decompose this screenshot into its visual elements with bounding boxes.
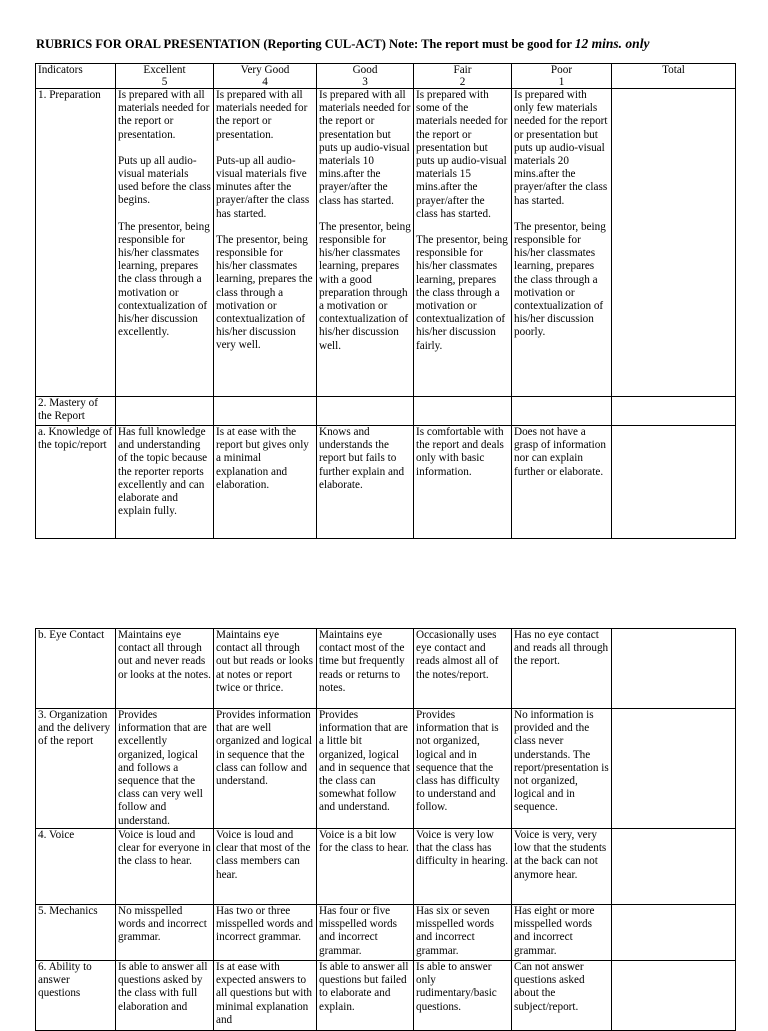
criterion-cell xyxy=(317,905,414,961)
criterion-text: Provides information that is not organized, logical and in sequence that the class has difficulty to understand and follow. xyxy=(416,709,500,814)
total-cell xyxy=(612,629,736,709)
level-label: Good xyxy=(352,64,378,76)
criterion-cell xyxy=(214,89,317,397)
level-label: Very Good xyxy=(240,64,290,76)
criterion-cell xyxy=(512,961,612,1031)
criterion-cell xyxy=(214,397,317,426)
total-header: Total xyxy=(612,64,736,89)
criterion-cell xyxy=(414,829,512,905)
criterion-text: Is able to answer all questions asked by the class with full elaboration and xyxy=(118,961,208,1013)
criterion-text: Is prepared with all materials needed for the report or presentation but puts up audio-visual materials 10 mins.after the prayer/after the class has started. xyxy=(319,89,411,207)
criterion-cell xyxy=(317,829,414,905)
rubric-row xyxy=(36,709,736,829)
criterion-text: Is prepared with only few materials needed for the report or presentation but puts up audio-visual materials 20 mins.after the prayer/after the class has started. xyxy=(514,89,608,207)
criterion-text: Can not answer questions asked about the subject/report. xyxy=(514,961,585,1013)
indicator-cell: 2. Mastery of the Report xyxy=(36,397,116,426)
criterion-text: Has full knowledge and understanding of the topic because the reporter reports excellently and can elaborate and explain fully. xyxy=(118,426,208,518)
criterion-text: Is prepared with some of the materials needed for the report or presentation but puts up audio-visual materials 15 mins.after the prayer/after the class has started. xyxy=(416,89,508,220)
rubric-table-part-1 xyxy=(35,63,736,539)
total-cell xyxy=(612,89,736,397)
criterion-cell xyxy=(317,961,414,1031)
level-score: 3 xyxy=(362,76,368,88)
criterion-cell xyxy=(512,905,612,961)
criterion-text: Puts up all audio-visual materials used before the class begins. xyxy=(118,154,211,207)
criterion-text: Is comfortable with the report and deals only with basic information. xyxy=(416,426,504,478)
criterion-text: Maintains eye contact all through out and never reads or looks at the notes. xyxy=(118,629,211,681)
criterion-cell xyxy=(414,629,512,709)
criterion-cell xyxy=(317,397,414,426)
level-header-good xyxy=(317,64,414,89)
level-label: Poor xyxy=(550,64,573,76)
criterion-text: The presentor, being responsible for his/her classmates learning, prepares with a good preparation through a motivation or contextualization of his/her discussion well. xyxy=(319,220,411,352)
indicator-cell: b. Eye Contact xyxy=(36,629,116,709)
criterion-text: The presentor, being responsible for his/her classmates learning, prepares the class through a motivation or contextualization of his/her discussion fairly. xyxy=(416,234,508,352)
criterion-text: Voice is very, very low that the students at the back can not anymore hear. xyxy=(514,829,607,881)
criterion-text: Voice is very low that the class has difficulty in hearing. xyxy=(416,829,509,868)
criterion-text: Is at ease with the report but gives only a minimal explanation and elaboration. xyxy=(216,426,309,491)
indicator-cell: 1. Preparation xyxy=(36,89,116,397)
criterion-cell xyxy=(512,709,612,829)
total-cell xyxy=(612,829,736,905)
criterion-text: Is prepared with all materials needed for the report or presentation. xyxy=(216,89,308,141)
criterion-text: Provides information that are well organized and logical in sequence that the class can follow and understand. xyxy=(216,709,313,788)
criterion-cell xyxy=(317,629,414,709)
total-cell xyxy=(612,709,736,829)
criterion-text: Voice is loud and clear for everyone in the class to hear. xyxy=(118,829,211,868)
criterion-text: Is able to answer all questions but failed to elaborate and explain. xyxy=(319,961,409,1013)
criterion-cell xyxy=(414,905,512,961)
title-duration: 12 mins. only xyxy=(574,36,650,51)
header-row xyxy=(36,64,736,89)
criterion-cell xyxy=(512,629,612,709)
criterion-text: Provides information that are a little bit organized, logical and in sequence that the class can somewhat follow and understand. xyxy=(319,709,411,814)
rubric-row xyxy=(36,905,736,961)
criterion-text: Knows and understands the report but fails to further explain and elaborate. xyxy=(319,426,405,491)
criterion-cell xyxy=(214,829,317,905)
level-header-poor xyxy=(512,64,612,89)
criterion-text: Has four or five misspelled words and incorrect grammar. xyxy=(319,905,397,957)
criterion-cell xyxy=(512,829,612,905)
criterion-cell xyxy=(512,426,612,539)
level-score: 2 xyxy=(459,76,466,88)
criterion-text: Has eight or more misspelled words and incorrect grammar. xyxy=(514,905,595,957)
document-title xyxy=(36,36,649,52)
criterion-cell xyxy=(116,709,214,829)
criterion-text: Is able to answer only rudimentary/basic questions. xyxy=(416,961,497,1013)
criterion-cell xyxy=(116,829,214,905)
criterion-cell xyxy=(116,961,214,1031)
criterion-text: Voice is loud and clear that most of the class members can hear. xyxy=(216,829,311,881)
level-label: Fair xyxy=(453,64,472,76)
criterion-text: The presentor, being responsible for his/her classmates learning, prepares the class through a motivation or contextualization of his/her discussion very well. xyxy=(216,233,313,352)
rubric-row xyxy=(36,426,736,539)
criterion-cell xyxy=(512,397,612,426)
indicator-cell: 6. Ability to answer questions xyxy=(36,961,116,1031)
level-score: 4 xyxy=(262,76,268,88)
criterion-text: The presentor, being responsible for his/her classmates learning, prepares the class through a motivation or contextualization of his/her discussion poorly. xyxy=(514,220,606,339)
criterion-cell xyxy=(414,397,512,426)
indicator-cell: 5. Mechanics xyxy=(36,905,116,961)
rubric-row xyxy=(36,629,736,709)
criterion-text: Does not have a grasp of information nor can explain further or elaborate. xyxy=(514,426,606,478)
criterion-text: Is prepared with all materials needed for the report or presentation. xyxy=(118,89,210,141)
criterion-cell xyxy=(214,709,317,829)
criterion-text: Occasionally uses eye contact and reads almost all of the notes/report. xyxy=(416,629,499,681)
criterion-text: Is at ease with expected answers to all questions but with minimal explanation and xyxy=(216,961,313,1026)
criterion-cell xyxy=(116,629,214,709)
total-cell xyxy=(612,961,736,1031)
criterion-cell xyxy=(414,709,512,829)
criterion-cell xyxy=(414,961,512,1031)
criterion-text: No misspelled words and incorrect grammar. xyxy=(118,905,207,944)
criterion-cell xyxy=(116,905,214,961)
criterion-cell xyxy=(414,426,512,539)
criterion-cell xyxy=(512,89,612,397)
criterion-cell xyxy=(214,426,317,539)
criterion-text: Maintains eye contact all through out but reads or looks at notes or report twice or thrice. xyxy=(216,629,313,694)
criterion-cell xyxy=(317,426,414,539)
indicators-header: Indicators xyxy=(36,64,116,89)
criterion-cell xyxy=(116,426,214,539)
criterion-text: Maintains eye contact most of the time but frequently reads or returns to notes. xyxy=(319,629,405,694)
level-header-very-good xyxy=(214,64,317,89)
rubric-row xyxy=(36,961,736,1031)
total-cell xyxy=(612,905,736,961)
criterion-cell xyxy=(414,89,512,397)
indicator-cell: 3. Organization and the delivery of the report xyxy=(36,709,116,829)
criterion-cell xyxy=(317,89,414,397)
indicator-cell: a. Knowledge of the topic/report xyxy=(36,426,116,539)
criterion-text: The presentor, being responsible for his/her classmates learning, prepares the class through a motivation or contextualization of his/her discussion excellently. xyxy=(118,220,210,339)
total-cell xyxy=(612,397,736,426)
criterion-cell xyxy=(214,905,317,961)
criterion-text: Has no eye contact and reads all through the report. xyxy=(514,629,609,668)
level-header-fair xyxy=(414,64,512,89)
criterion-text: Puts-up all audio-visual materials five minutes after the prayer/after the class has started. xyxy=(216,154,310,220)
criterion-text: Voice is a bit low for the class to hear. xyxy=(319,829,409,855)
total-cell xyxy=(612,426,736,539)
rubric-row xyxy=(36,829,736,905)
rubric-row xyxy=(36,89,736,397)
criterion-cell xyxy=(214,961,317,1031)
criterion-text: Has two or three misspelled words and incorrect grammar. xyxy=(216,905,313,944)
level-score: 5 xyxy=(161,76,168,88)
level-label: Excellent xyxy=(143,64,186,76)
criterion-text: No information is provided and the class never understands. The report/presentation is not organized, logical and in sequence. xyxy=(514,709,609,814)
criterion-cell xyxy=(116,397,214,426)
title-main: RUBRICS FOR ORAL PRESENTATION (Reporting CUL-ACT) Note: The report must be good for xyxy=(36,37,575,51)
rubric-row xyxy=(36,397,736,426)
rubric-table-part-2 xyxy=(35,628,736,1031)
indicator-cell: 4. Voice xyxy=(36,829,116,905)
criterion-cell xyxy=(116,89,214,397)
criterion-cell xyxy=(214,629,317,709)
criterion-text: Has six or seven misspelled words and incorrect grammar. xyxy=(416,905,494,957)
criterion-text: Provides information that are excellently organized, logical and follows a sequence that the class can very well follow and understand. xyxy=(118,709,207,827)
criterion-cell xyxy=(317,709,414,829)
level-header-excellent xyxy=(116,64,214,89)
level-score: 1 xyxy=(558,76,565,88)
